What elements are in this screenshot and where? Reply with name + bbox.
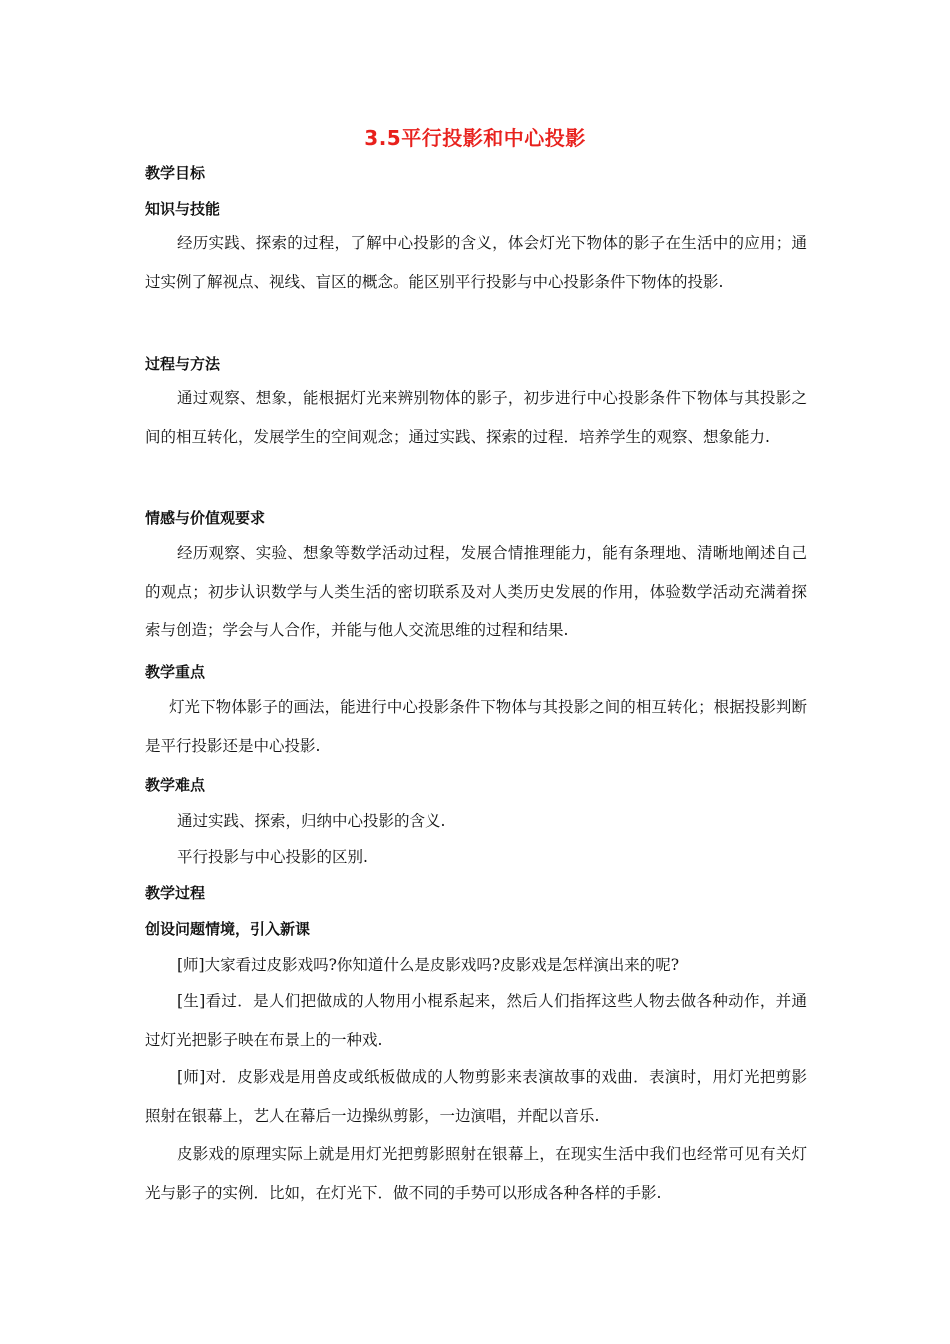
heading-teaching-goals: 教学目标: [145, 164, 206, 182]
paragraph-knowledge-skills: 经历实践、探索的过程，了解中心投影的含义，体会灯光下物体的影子在生活中的应用；通过实例了解视点、视线、盲区的概念。能区别平行投影与中心投影条件下物体的投影.: [145, 234, 807, 291]
dialog-teacher-1: [师]大家看过皮影戏吗?你知道什么是皮影戏吗?皮影戏是怎样演出来的呢?: [177, 956, 680, 974]
difficulty-line-1: 通过实践、探索，归纳中心投影的含义.: [177, 812, 446, 830]
paragraph-key-points: 灯光下物体影子的画法，能进行中心投影条件下物体与其投影之间的相互转化；根据投影判断是平行投影还是中心投影.: [145, 698, 807, 755]
heading-key-points: 教学重点: [145, 663, 206, 681]
heading-knowledge-skills: 知识与技能: [145, 200, 221, 218]
heading-teaching-process: 教学过程: [145, 884, 206, 902]
dialog-student-1: [生]看过．是人们把做成的人物用小棍系起来，然后人们指挥这些人物去做各种动作，并通过灯光把影子映在布景上的一种戏.: [145, 992, 807, 1049]
heading-emotion-values: 情感与价值观要求: [145, 509, 266, 527]
paragraph-emotion-values: 经历观察、实验、想象等数学活动过程，发展合情推理能力，能有条理地、清晰地阐述自己的观点；初步认识数学与人类生活的密切联系及对人类历史发展的作用，体验数学活动充满着探索与创造；学会与人合作，并能与他人交流思维的过程和结果.: [145, 544, 807, 639]
dialog-teacher-2: [师]对．皮影戏是用兽皮或纸板做成的人物剪影来表演故事的戏曲．表演时，用灯光把剪影照射在银幕上，艺人在幕后一边操纵剪影，一边演唱，并配以音乐.: [145, 1068, 807, 1125]
paragraph-process-methods: 通过观察、想象，能根据灯光来辨别物体的影子，初步进行中心投影条件下物体与其投影之间的相互转化，发展学生的空间观念；通过实践、探索的过程．培养学生的观察、想象能力.: [145, 389, 807, 446]
heading-difficulties: 教学难点: [145, 776, 206, 794]
difficulty-line-2: 平行投影与中心投影的区别.: [177, 848, 368, 866]
heading-process-methods: 过程与方法: [145, 355, 221, 373]
page-title: 3.5平行投影和中心投影: [364, 126, 586, 150]
heading-intro: 创设问题情境，引入新课: [145, 920, 311, 938]
paragraph-shadow-principle: 皮影戏的原理实际上就是用灯光把剪影照射在银幕上，在现实生活中我们也经常可见有关灯光与影子的实例．比如，在灯光下．做不同的手势可以形成各种各样的手影.: [145, 1145, 807, 1202]
